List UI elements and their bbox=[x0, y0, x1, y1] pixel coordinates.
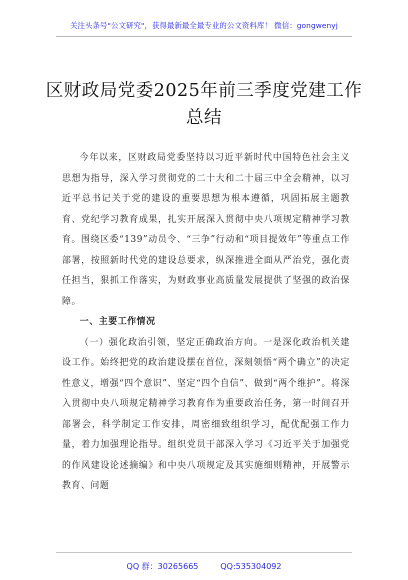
body-paragraph: （一）强化政治引领，坚定正确政治方向。一是深化政治机关建设工作。始终把党的政治建设摆在首位，深刻领悟“两个确立”的决定性意义，增强“四个意识”、坚定“四个自信”、做到“两个维护”。将深入贯彻中央八项规定精神学习教育作为重要政治任务，第一时间召开部署会，科学制定工作安排，周密细致组织学习，配优配强工作力量，着力加强理论指导。组织党员干部深入学习《习近平关于加强党的作风建设论述摘编》和中央八项规定及其实施细则精神，开展警示教育、问题 bbox=[62, 337, 350, 491]
footer-divider bbox=[56, 552, 352, 553]
footer-qq-number: QQ:535304092 bbox=[220, 562, 282, 571]
document-body bbox=[62, 148, 350, 497]
section-heading: 一、主要工作情况 bbox=[79, 317, 156, 327]
intro-paragraph: 今年以来，区财政局党委坚持以习近平新时代中国特色社会主义思想为指导，深入学习贯彻党的二十大和二十届三中全会精神，以习近平总书记关于党的建设的重要思想为根本遵循，巩固拓展主题教育、党纪学习教育成果，扎实开展深入贯彻中央八项规定精神学习教育。围绕区委“139”动员令、“三争”行动和“项目提效年”等重点工作部署，按照新时代党的建设总要求，纵深推进全面从严治党，强化责任担当，狠抓工作落实，为财政事业高质量发展提供了坚强的政治保障。 bbox=[62, 153, 350, 307]
footer bbox=[0, 561, 408, 572]
header-banner: 关注头条号"公文研究"，获得最新最全最专业的公文资料库！ 微信：gongwenyj bbox=[70, 21, 338, 30]
header-divider bbox=[56, 36, 352, 37]
footer-qq-group: QQ 群：30265665 bbox=[126, 562, 199, 571]
document-title: 区财政局党委2025年前三季度党建工作总结 bbox=[45, 81, 363, 128]
